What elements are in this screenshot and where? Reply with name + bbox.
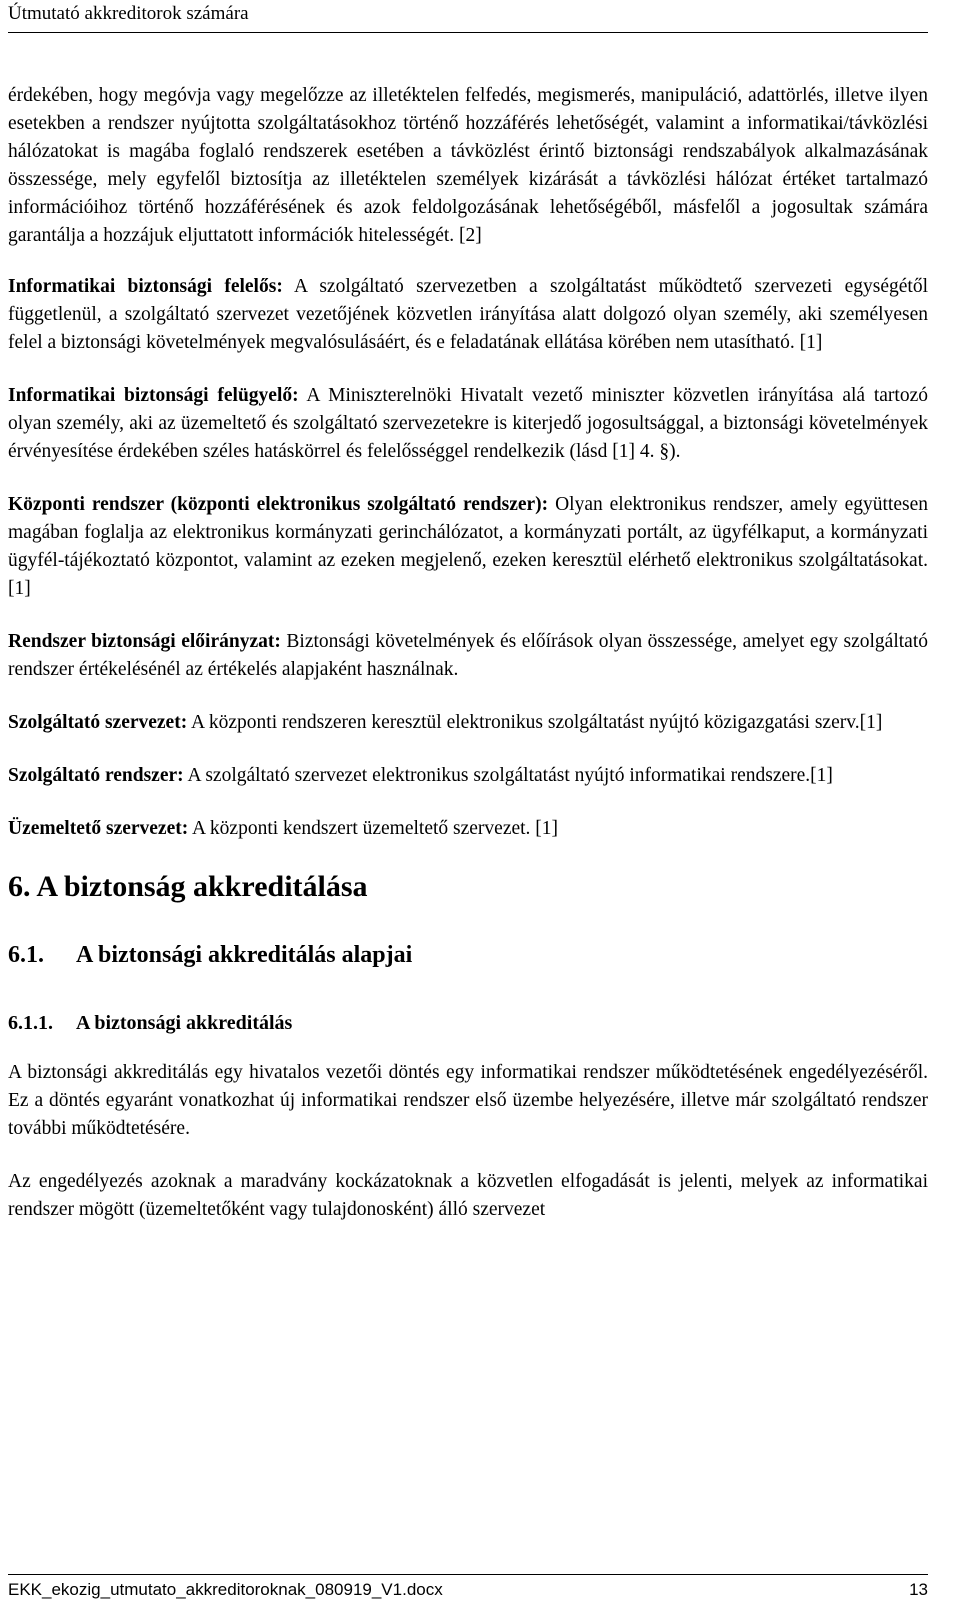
definition-paragraph xyxy=(8,491,928,603)
definition-text: A szolgáltató szervezet elektronikus szolgáltatást nyújtó informatikai rendszere.[1] xyxy=(183,765,833,786)
section-heading-2 xyxy=(8,939,928,971)
definition-paragraph xyxy=(8,815,928,843)
heading-number: 6.1. xyxy=(8,942,44,968)
section-heading-1 xyxy=(8,869,928,905)
definition-text: Olyan elektronikus rendszer, amely együttesen magában foglalja az elektronikus kormányzati gerinchálózatot, a kormányzati portált, az ügyfélkaput, a kormányzati ügyfél-tájékoztató központot, valamint az ezeken megjelenő, ezeken keresztül elérhető elektronikus szolgáltatásokat. [1] xyxy=(8,494,928,599)
document-title: Útmutató akkreditorok számára xyxy=(8,3,249,24)
footer-filename: EKK_ekozig_utmutato_akkreditoroknak_080919_V1.docx xyxy=(8,1580,443,1599)
body-paragraph: A biztonsági akkreditálás egy hivatalos vezetői döntés egy informatikai rendszer működtetésének engedélyezéséről. Ez a döntés egyaránt vonatkozhat új informatikai rendszer első üzembe helyezésére, illetve már szolgáltató rendszer további működtetésére. xyxy=(8,1062,928,1139)
header-divider xyxy=(8,32,928,33)
page-footer xyxy=(8,1578,928,1602)
footer-divider xyxy=(8,1574,928,1575)
definition-term: Rendszer biztonsági előirányzat: xyxy=(8,631,281,652)
definition-text: A Miniszterelnöki Hivatalt vezető miniszter közvetlen irányítása alá tartozó olyan személy, aki az üzemeltető és szolgáltató szervezetekre is kiterjedő jogosultsággal, a biztonsági követelmények érvényesítése érdekében széles hatáskörrel és felelősséggel rendelkezik (lásd [1] 4. §). xyxy=(8,385,928,462)
page-number: 13 xyxy=(909,1580,928,1599)
definition-text: A központi rendszeren keresztül elektronikus szolgáltatást nyújtó közigazgatási szerv.[1] xyxy=(187,712,883,733)
heading-title: A biztonsági akkreditálás xyxy=(76,1012,293,1034)
heading-number: 6.1.1. xyxy=(8,1012,53,1034)
definition-text: A központi kendszert üzemeltető szervezet. [1] xyxy=(188,818,559,839)
definition-paragraph xyxy=(8,628,928,684)
definition-term: Központi rendszer (központi elektronikus szolgáltató rendszer): xyxy=(8,494,549,515)
definition-text: Biztonsági követelmények és előírások olyan összessége, amelyet egy szolgáltató rendszer értékelésénél az értékelés alapjaként használnak. xyxy=(8,631,928,680)
definition-term: Szolgáltató szervezet: xyxy=(8,712,188,733)
definition-paragraph xyxy=(8,382,928,466)
definition-term: Üzemeltető szervezet: xyxy=(8,818,189,839)
definition-text: A szolgáltató szervezetben a szolgáltatást működtető szervezeti egységétől függetlenül, a szolgáltató szervezet vezetőjének közvetlen irányítása alatt dolgozó olyan személy, aki személyesen felel a biztonsági követelmények megvalósulásáért, és e feladatának ellátása körében nem utasítható. [1] xyxy=(8,276,928,353)
body-paragraph: Az engedélyezés azoknak a maradvány kockázatoknak a közvetlen elfogadását is jelenti, melyek az informatikai rendszer mögött (üzemeltetőként vagy tulajdonosként) álló szervezet xyxy=(8,1171,928,1220)
definition-paragraph xyxy=(8,273,928,357)
heading-title: A biztonság akkreditálása xyxy=(36,870,368,903)
paragraph-text: érdekében, hogy megóvja vagy megelőzze az illetéktelen felfedés, megismerés, manipuláció, adattörlés, illetve ilyen esetekben a rendszer nyújtotta szolgáltatásokhoz történő hozzáférés lehetőségét, valamint a informatikai/távközlési hálózatokat is magába foglaló rendszerek esetében a távközlést érintő biztonsági rendszabályok alkalmazásának összessége, mely egyfelől biztosítja az illetéktelen személyek kizárását a távközlési hálózat értéket tartalmazó információihoz történő hozzáférésének és azok feldolgozásának lehetőségéből, másfelől a jogosultak számára garantálja a hozzájuk eljuttatott információk hitelességét. [2] xyxy=(8,85,928,246)
definition-term: Szolgáltató rendszer: xyxy=(8,765,184,786)
definition-term: Informatikai biztonsági felügyelő: xyxy=(8,385,299,406)
section-heading-3 xyxy=(8,1009,928,1037)
definition-paragraph xyxy=(8,762,928,790)
page-header xyxy=(8,0,928,28)
heading-number: 6. xyxy=(8,870,31,903)
document-body xyxy=(8,82,928,1249)
heading-title: A biztonsági akkreditálás alapjai xyxy=(76,942,413,968)
definition-paragraph xyxy=(8,709,928,737)
definition-term: Informatikai biztonsági felelős: xyxy=(8,276,283,297)
definition-paragraph xyxy=(8,82,928,250)
